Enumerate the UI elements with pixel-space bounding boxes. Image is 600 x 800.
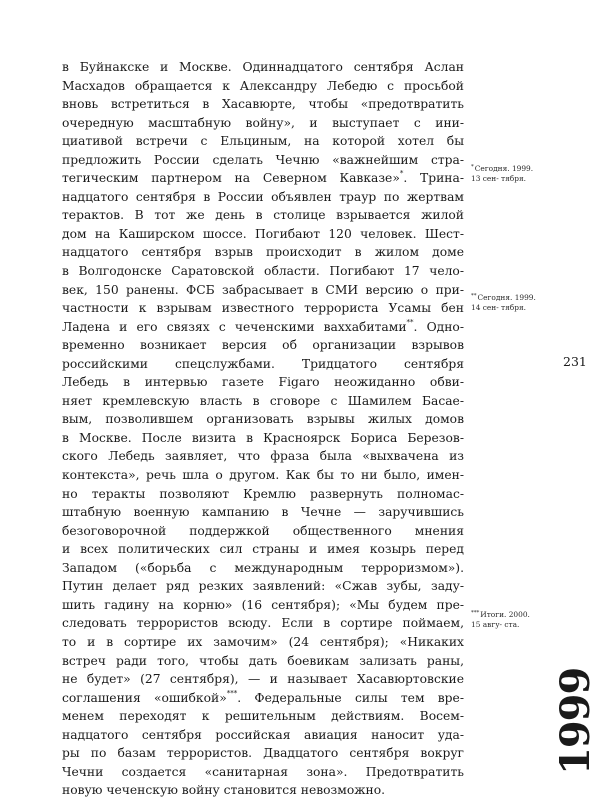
footnote-mark: ** xyxy=(471,292,477,299)
text-line: следовать террористов всюду. Если в сортире поймаем, xyxy=(62,616,464,631)
text-line: циативой встречи с Ельциным, на которой хотел бы xyxy=(62,134,464,149)
text-segment: соглашения «ошибкой» xyxy=(62,690,227,705)
year-marker: 1999 xyxy=(552,667,599,775)
text-line: очередную масштабную войну», и выступает с ини- xyxy=(62,115,464,130)
text-line: век, 150 ранены. ФСБ забрасывает в СМИ версию о при- xyxy=(62,282,464,297)
text-segment: . Одно- xyxy=(413,319,464,334)
text-segment: . Федеральные силы тем вре- xyxy=(237,690,464,705)
body-text xyxy=(62,58,464,800)
footnote-mark: *** xyxy=(471,609,480,616)
text-line: безоговорочной поддержкой общественного мнения xyxy=(62,523,464,538)
text-line: няет кремлевскую власть в сговоре с Шамилем Басае- xyxy=(62,393,464,408)
text-segment: тегическим партнером на Северном Кавказе» xyxy=(62,171,400,186)
text-line xyxy=(62,318,464,337)
footnote-text: Итоги. 2000. 15 авгу- ста. xyxy=(471,610,530,629)
text-line: Масхадов обращается к Александру Лебедю с просьбой xyxy=(62,78,464,93)
footnote-1 xyxy=(471,164,541,183)
text-line: новую чеченскую войну становится невозможно. xyxy=(62,783,386,798)
text-line: но теракты позволяют Кремлю развернуть полномас- xyxy=(62,486,464,501)
text-line: российскими спецслужбами. Тридцатого сентября xyxy=(62,356,464,371)
footnote-text: Сегодня. 1999. 13 сен- тября. xyxy=(471,164,534,183)
text-line: предложить России сделать Чечню «важнейшим стра- xyxy=(62,152,464,167)
text-line: надцатого сентября в России объявлен траур по жертвам xyxy=(62,189,464,204)
text-line: менем переходят к решительным действиям. Восем- xyxy=(62,709,464,724)
text-line: шить гадину на корню» (16 сентября); «Мы будем пре- xyxy=(62,597,464,612)
text-line: временно возникает версия об организации взрывов xyxy=(62,338,464,353)
text-line: вым, позволившем организовать взрывы жилых домов xyxy=(62,412,464,427)
text-segment: . Трина- xyxy=(403,171,464,186)
text-line xyxy=(62,169,464,188)
footnote-ref: *** xyxy=(226,689,238,698)
text-line: то и в сортире их замочим» (24 сентября); «Никаких xyxy=(62,634,464,649)
text-line: контекста», речь шла о другом. Как бы то ни было, имен- xyxy=(62,468,464,483)
text-line: и всех политических сил страны и имея козырь перед xyxy=(62,542,464,557)
text-line: в Волгодонске Саратовской области. Погибают 17 чело- xyxy=(62,264,464,279)
text-line: надцатого сентября взрыв происходит в жилом доме xyxy=(62,245,464,260)
text-line: не будет» (27 сентября), — и называет Хасавюртовские xyxy=(62,672,464,687)
text-line: дом на Каширском шоссе. Погибают 120 человек. Шест- xyxy=(62,226,464,241)
footnote-mark: * xyxy=(471,163,474,170)
text-line: вновь встретиться в Хасавюрте, чтобы «предотвратить xyxy=(62,97,464,112)
text-line: Путин делает ряд резких заявлений: «Сжав зубы, заду- xyxy=(62,579,464,594)
footnote-3 xyxy=(471,610,541,629)
text-line: Западом («борьба с международным терроризмом»). xyxy=(62,560,464,575)
footnote-ref: ** xyxy=(406,318,414,327)
text-line: встреч ради того, чтобы дать боевикам зализать раны, xyxy=(62,653,464,668)
text-line: в Москве. После визита в Красноярск Бориса Березов- xyxy=(62,430,464,445)
footnote-text: Сегодня. 1999. 14 сен- тября. xyxy=(471,293,536,312)
text-line: Чечни создается «санитарная зона». Предотвратить xyxy=(62,764,464,779)
page-number: 231 xyxy=(563,354,587,369)
text-line: Лебедь в интервью газете Figaro неожиданно обви- xyxy=(62,375,464,390)
text-line: штабную военную кампанию в Чечне — заручившись xyxy=(62,505,464,520)
footnote-ref: * xyxy=(399,169,404,178)
text-line: частности к взрывам известного террориста Усамы бен xyxy=(62,301,464,316)
text-line: терактов. В тот же день в столице взрывается жилой xyxy=(62,208,464,223)
text-line xyxy=(62,689,464,708)
text-line: ского Лебедь заявляет, что фраза была «выхвачена из xyxy=(62,449,464,464)
text-line: ры по базам террористов. Двадцатого сентября вокруг xyxy=(62,746,464,761)
text-line: надцатого сентября российская авиация наносит уда- xyxy=(62,727,464,742)
footnote-2 xyxy=(471,293,541,312)
text-line: в Буйнакске и Москве. Одиннадцатого сентября Аслан xyxy=(62,60,464,74)
text-segment: Ладена и его связях с чеченскими ваххабитами xyxy=(62,319,407,334)
